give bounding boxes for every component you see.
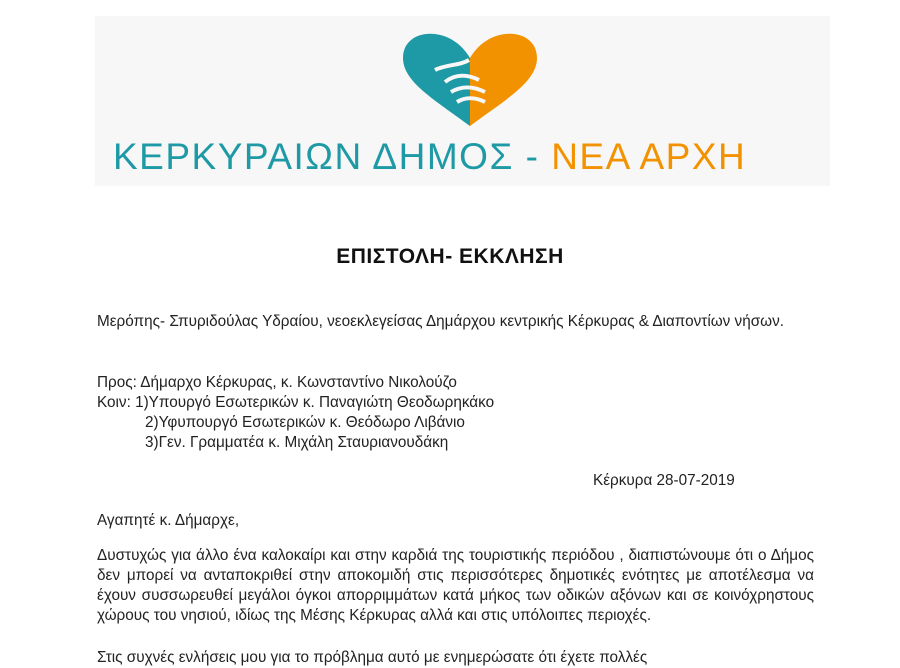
cc-line-3: 3)Γεν. Γραμματέα κ. Μιχάλη Σταυριανουδάκη xyxy=(145,434,449,451)
recipient-line: Προς: Δήμαρχο Κέρκυρας, κ. Κωνσταντίνο Νικολούζο xyxy=(97,374,457,391)
organization-name-part1: ΚΕΡΚΥΡΑΙΩΝ ΔΗΜΟΣ - xyxy=(113,136,552,177)
document-title: ΕΠΙΣΤΟΛΗ- ΕΚΚΛΗΣΗ xyxy=(336,245,564,268)
body-next-line: Στις συχνές ενλήσεις μου για το πρόβλημα αυτό με ενημερώσατε ότι έχετε πολλές xyxy=(97,649,648,666)
cc-line-1: Κοιν: 1)Υπουργό Εσωτερικών κ. Παναγιώτη Θεοδωρηκάκο xyxy=(97,394,495,411)
sender-paragraph: Μερόπης- Σπυριδούλας Υδραίου, νεοεκλεγείσας Δημάρχου κεντρικής Κέρκυρας & Διαποντίων νήσων. xyxy=(97,313,784,330)
cc-line-2: 2)Υφυπουργό Εσωτερικών κ. Θεόδωρο Λιβάνιο xyxy=(145,414,465,431)
handshake-heart-icon xyxy=(395,30,545,130)
organization-name-part2: ΝΕΑ ΑΡΧΗ xyxy=(551,136,747,177)
place-date: Κέρκυρα 28-07-2019 xyxy=(593,472,735,489)
body-paragraph: Δυστυχώς για άλλο ένα καλοκαίρι και στην καρδιά της τουριστικής περιόδου , διαπιστώνουμε ότι ο Δήμος δεν μπορεί να ανταποκριθεί στην αποκομιδή στις περισσότερες δημοτικές ενότητες με αποτέλεσμα να έχουν συσσωρευθεί μεγάλοι όγκοι απορριμμάτων κατά μήκος των οδικών αξόνων και σε κοινόχρηστους χώρους του νησιού, ιδίως της Μέσης Κέρκυρας αλλά και στις υπόλοιπες περιοχές. xyxy=(97,547,814,624)
salutation: Αγαπητέ κ. Δήμαρχε, xyxy=(97,512,240,529)
organization-name xyxy=(113,133,833,181)
